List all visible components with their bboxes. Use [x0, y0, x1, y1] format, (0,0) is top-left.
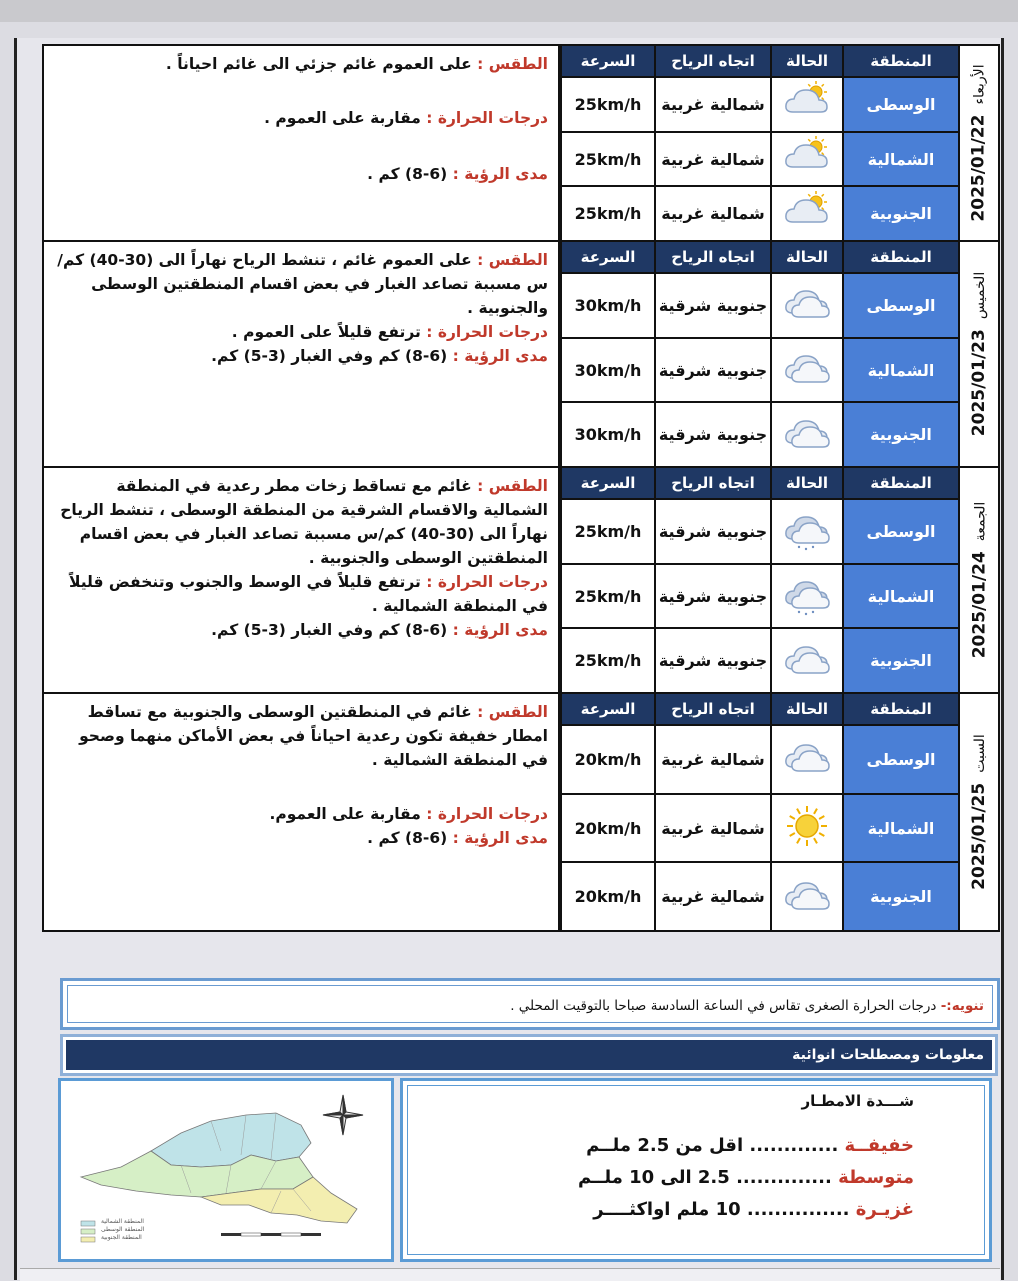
cloud-icon	[779, 279, 835, 331]
rain-intensity-box	[400, 1078, 992, 1262]
table-row	[560, 337, 958, 402]
header-region: المنطقة	[842, 694, 958, 724]
temperature-label: درجات الحرارة :	[420, 109, 548, 127]
wind-speed: 30km/h	[560, 403, 654, 466]
map-legend-item: المنطقة الشمالية	[101, 1218, 144, 1225]
table-row	[560, 627, 958, 692]
region-name: الشمالية	[842, 133, 958, 186]
weather-label: الطقس :	[471, 477, 548, 495]
rain-intensity-label: خفيفــة	[838, 1135, 914, 1156]
temperature-label: درجات الحرارة :	[420, 323, 548, 341]
wind-direction: شمالية غربية	[654, 133, 770, 186]
partly-cloudy-icon	[779, 78, 835, 130]
region-name: الشمالية	[842, 339, 958, 402]
cloud-icon	[779, 344, 835, 396]
status-cell	[770, 78, 842, 131]
status-cell	[770, 187, 842, 240]
cloud-icon	[779, 409, 835, 461]
date-column	[958, 46, 998, 240]
header-speed: السرعة	[560, 242, 654, 272]
temperature-label: درجات الحرارة :	[420, 805, 548, 823]
weather-text	[54, 248, 548, 320]
wind-direction: جنوبية شرقية	[654, 339, 770, 402]
region-name: الجنوبية	[842, 863, 958, 930]
date-label	[969, 64, 989, 221]
forecast-table	[42, 44, 1000, 932]
wind-speed: 20km/h	[560, 795, 654, 862]
wind-speed: 25km/h	[560, 133, 654, 186]
visibility-text	[54, 344, 548, 368]
weather-value: غائم مع تساقط زخات مطر رعدية في المنطقة الشمالية والاقسام الشرقية من المنطقة الوسطى ، تنشط الرياح نهاراً الى (30-40) كم/س مسببة تصاعد الغبار في بعض اقسام المنطقتين الوسطى والجنوبية .	[60, 477, 548, 567]
status-cell	[770, 863, 842, 930]
header-direction: اتجاه الرياح	[654, 46, 770, 76]
visibility-value: (6-8) كم .	[367, 829, 448, 847]
forecast-grid	[560, 46, 958, 240]
day-block	[44, 242, 998, 468]
wind-speed: 30km/h	[560, 339, 654, 402]
visibility-label: مدى الرؤية :	[447, 829, 548, 847]
day-description	[44, 242, 560, 466]
date-value: 2025/01/22	[969, 114, 989, 222]
date-column	[958, 242, 998, 466]
weather-label: الطقس :	[471, 703, 548, 721]
wind-speed: 25km/h	[560, 629, 654, 692]
rain-intensity-value: .............. 2.5 الى 10 ملــم	[577, 1167, 832, 1188]
day-name: السبت	[972, 734, 989, 773]
wind-direction: جنوبية شرقية	[654, 500, 770, 563]
visibility-value: (6-8) كم وفي الغبار (3-5) كم.	[211, 347, 448, 365]
temperature-value: مقاربة على العموم.	[269, 805, 421, 823]
temperature-value: ترتفع قليلاً على العموم .	[231, 323, 421, 341]
wind-direction: جنوبية شرقية	[654, 629, 770, 692]
region-name: الوسطى	[842, 274, 958, 337]
map-legend-item: المنطقة الوسطى	[101, 1226, 145, 1233]
header-region: المنطقة	[842, 468, 958, 498]
temperature-text	[54, 570, 548, 618]
date-column	[958, 468, 998, 692]
rain-intensity-label: غزيـرة	[849, 1199, 914, 1220]
status-cell	[770, 403, 842, 466]
visibility-value: (6-8) كم وفي الغبار (3-5) كم.	[211, 621, 448, 639]
wind-direction: جنوبية شرقية	[654, 565, 770, 628]
visibility-value: (6-8) كم .	[367, 165, 448, 183]
visibility-label: مدى الرؤية :	[447, 165, 548, 183]
wind-speed: 30km/h	[560, 274, 654, 337]
table-row	[560, 861, 958, 930]
header-direction: اتجاه الرياح	[654, 242, 770, 272]
region-name: الجنوبية	[842, 403, 958, 466]
rain-cloud-icon	[779, 505, 835, 557]
status-cell	[770, 795, 842, 862]
status-cell	[770, 565, 842, 628]
region-name: الجنوبية	[842, 629, 958, 692]
iraq-regions-map	[58, 1078, 394, 1262]
table-row	[560, 272, 958, 337]
temperature-text	[54, 320, 548, 344]
day-block	[44, 468, 998, 694]
header-direction: اتجاه الرياح	[654, 694, 770, 724]
grid-header	[560, 694, 958, 724]
wind-direction: شمالية غربية	[654, 863, 770, 930]
weather-label: الطقس :	[471, 55, 548, 73]
header-speed: السرعة	[560, 694, 654, 724]
rain-intensity-list	[418, 1130, 914, 1226]
forecast-grid	[560, 468, 958, 692]
top-bar	[0, 0, 1018, 22]
header-region: المنطقة	[842, 46, 958, 76]
date-label	[969, 502, 989, 659]
header-status: الحالة	[770, 242, 842, 272]
rain-intensity-label: متوسطة	[831, 1167, 914, 1188]
cloud-icon	[779, 733, 835, 785]
date-value: 2025/01/25	[969, 782, 990, 890]
day-name: الجمعة	[972, 501, 988, 542]
map-legend	[101, 1218, 144, 1242]
day-block	[44, 694, 998, 930]
wind-speed: 25km/h	[560, 565, 654, 628]
table-row	[560, 724, 958, 793]
region-name: الوسطى	[842, 726, 958, 793]
header-status: الحالة	[770, 46, 842, 76]
note-text: درجات الحرارة الصغرى تقاس في الساعة السادسة صباحا بالتوقيت المحلي .	[510, 998, 937, 1014]
weather-text	[54, 700, 548, 772]
page-bottom-edge	[20, 1268, 1000, 1281]
partly-cloudy-icon	[779, 188, 835, 240]
rain-intensity-title: شـــدة الامطـار	[801, 1092, 914, 1110]
rain-intensity-row	[418, 1130, 914, 1162]
rain-intensity-row	[418, 1162, 914, 1194]
weather-value: على العموم غائم جزئي الى غائم احياناً .	[165, 55, 472, 73]
temperature-text	[54, 106, 548, 130]
wind-direction: شمالية غربية	[654, 187, 770, 240]
wind-direction: جنوبية شرقية	[654, 274, 770, 337]
header-direction: اتجاه الرياح	[654, 468, 770, 498]
table-row	[560, 498, 958, 563]
table-row	[560, 185, 958, 240]
header-status: الحالة	[770, 694, 842, 724]
temperature-value: ترتفع قليلاً في الوسط والجنوب وتنخفض قليلاً في المنطقة الشمالية .	[68, 573, 548, 615]
rain-intensity-row	[418, 1194, 914, 1226]
rain-cloud-icon	[779, 570, 835, 622]
table-row	[560, 563, 958, 628]
region-name: الشمالية	[842, 565, 958, 628]
status-cell	[770, 500, 842, 563]
visibility-text	[54, 618, 548, 642]
map-legend-item: المنطقة الجنوبية	[101, 1234, 142, 1241]
rain-intensity-value: ............. اقل من 2.5 ملــم	[586, 1135, 839, 1156]
day-block	[44, 46, 998, 242]
region-name: الشمالية	[842, 795, 958, 862]
cloud-icon	[779, 635, 835, 687]
status-cell	[770, 274, 842, 337]
header-speed: السرعة	[560, 46, 654, 76]
day-name: الخميس	[972, 271, 988, 320]
weather-label: الطقس :	[471, 251, 548, 269]
sun-icon	[779, 802, 835, 854]
weather-value: على العموم غائم ، تنشط الرياح نهاراً الى (30-40) كم/س مسببة تصاعد الغبار في بعض اقسام المنطقتين الوسطى والجنوبية .	[57, 251, 548, 317]
forecast-grid	[560, 242, 958, 466]
forecast-grid	[560, 694, 958, 930]
table-row	[560, 131, 958, 186]
temperature-value: مقاربة على العموم .	[264, 109, 421, 127]
status-cell	[770, 133, 842, 186]
map-scale-bar	[221, 1233, 321, 1236]
region-name: الوسطى	[842, 500, 958, 563]
grid-header	[560, 468, 958, 498]
table-row	[560, 793, 958, 862]
temperature-label: درجات الحرارة :	[420, 573, 548, 591]
weather-value: غائم في المنطقتين الوسطى والجنوبية مع تساقط امطار خفيفة تكون رعدية احياناً في بعض الأماكن منهما وصحو في المنطقة الشمالية .	[79, 703, 548, 769]
day-description	[44, 694, 560, 930]
wind-direction: شمالية غربية	[654, 726, 770, 793]
info-header	[60, 1034, 998, 1076]
date-column	[958, 694, 998, 930]
status-cell	[770, 629, 842, 692]
day-description	[44, 468, 560, 692]
status-cell	[770, 339, 842, 402]
note-box	[60, 978, 1000, 1030]
day-description	[44, 46, 560, 240]
wind-speed: 20km/h	[560, 863, 654, 930]
date-label	[969, 272, 989, 436]
header-status: الحالة	[770, 468, 842, 498]
wind-direction: شمالية غربية	[654, 795, 770, 862]
date-label	[969, 734, 989, 890]
wind-direction: شمالية غربية	[654, 78, 770, 131]
weather-text	[54, 474, 548, 570]
wind-speed: 25km/h	[560, 187, 654, 240]
table-row	[560, 76, 958, 131]
grid-header	[560, 46, 958, 76]
date-value: 2025/01/23	[969, 329, 989, 437]
partly-cloudy-icon	[779, 133, 835, 185]
temperature-text	[54, 802, 548, 826]
region-name: الوسطى	[842, 78, 958, 131]
wind-speed: 25km/h	[560, 78, 654, 131]
visibility-label: مدى الرؤية :	[447, 621, 548, 639]
wind-speed: 20km/h	[560, 726, 654, 793]
rain-intensity-value: ............... 10 ملم اواكثــــر	[593, 1199, 850, 1220]
wind-direction: جنوبية شرقية	[654, 403, 770, 466]
visibility-text	[54, 826, 548, 850]
header-region: المنطقة	[842, 242, 958, 272]
cloud-icon	[779, 871, 835, 923]
info-header-title: معلومات ومصطلحات انوائية	[66, 1040, 992, 1070]
compass-icon	[323, 1095, 363, 1135]
date-value: 2025/01/24	[969, 551, 989, 659]
visibility-text	[54, 162, 548, 186]
grid-header	[560, 242, 958, 272]
region-name: الجنوبية	[842, 187, 958, 240]
wind-speed: 25km/h	[560, 500, 654, 563]
note-label: تنويه:-	[940, 998, 984, 1014]
status-cell	[770, 726, 842, 793]
day-name: الأربعاء	[972, 64, 988, 105]
weather-text	[54, 52, 548, 76]
table-row	[560, 401, 958, 466]
header-speed: السرعة	[560, 468, 654, 498]
visibility-label: مدى الرؤية :	[447, 347, 548, 365]
